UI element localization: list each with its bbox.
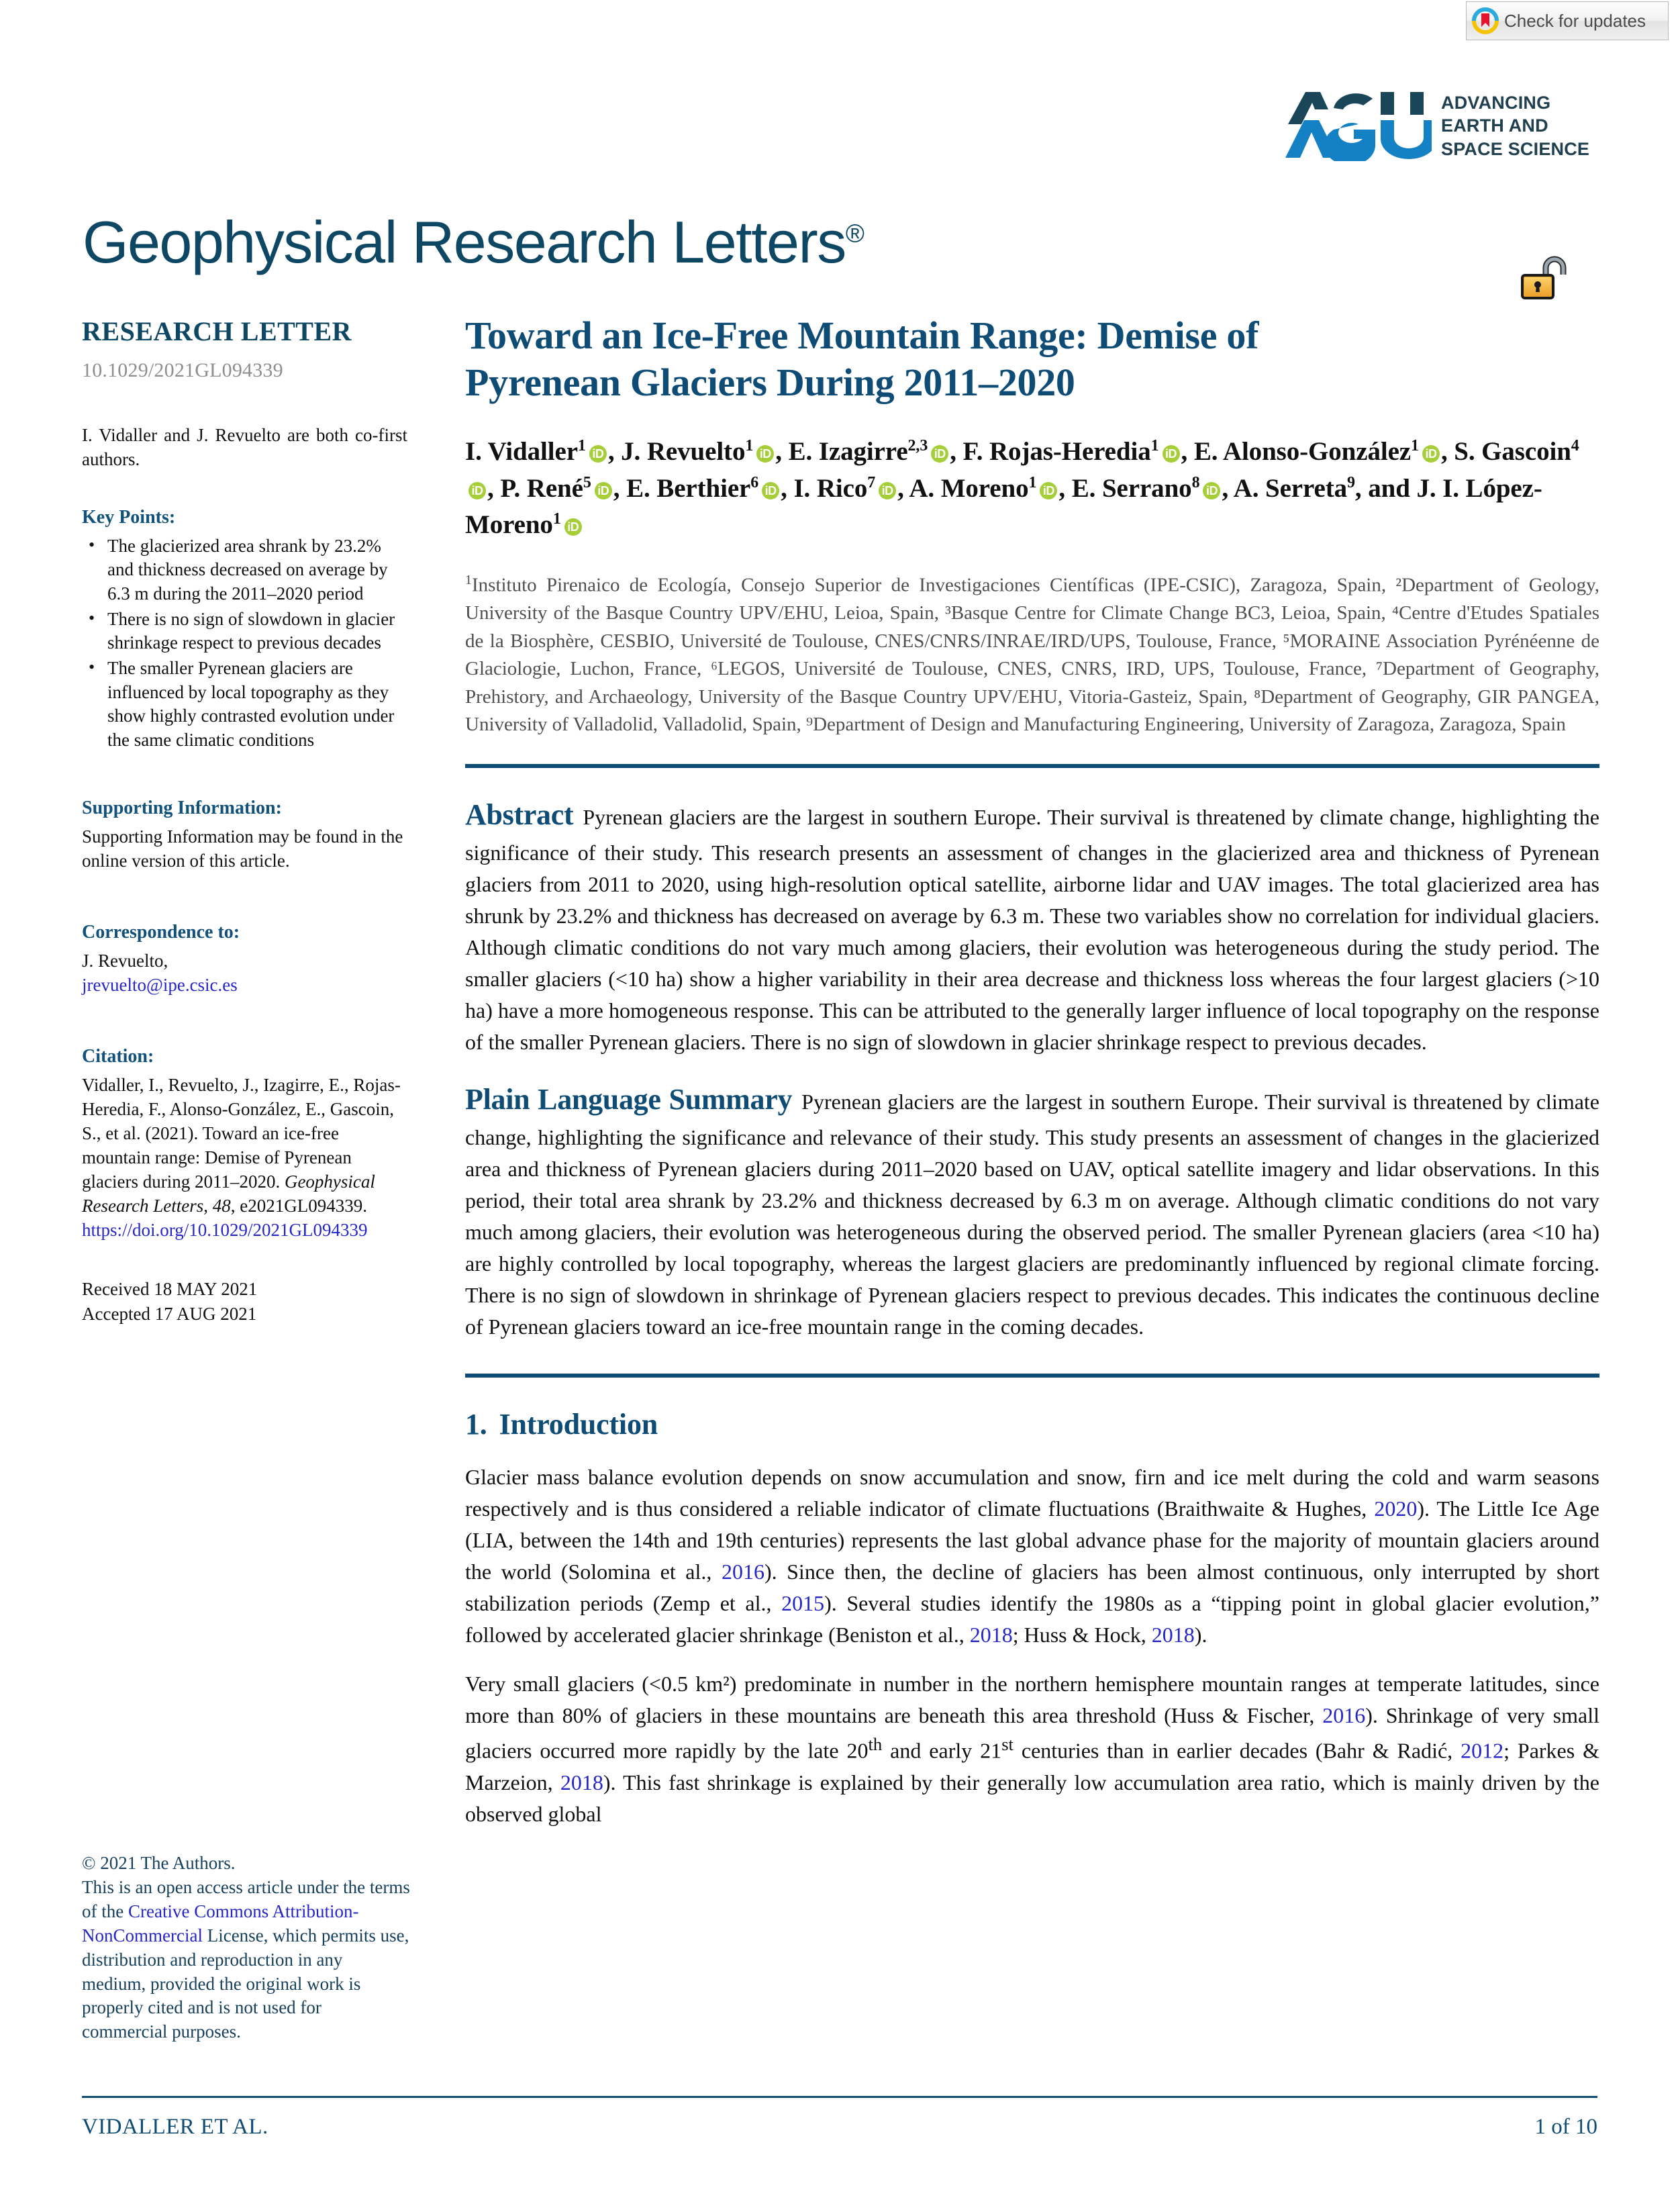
agu-tagline-line-1: ADVANCING: [1441, 92, 1551, 113]
orcid-icon[interactable]: iD: [1422, 445, 1440, 463]
plain-language-summary-text: Pyrenean glaciers are the largest in southern Europe. Their survival is threatened by climate change, highlighting the significance and relevance of their study. This study presents an assessment of changes in the glacierized area and thickness of Pyrenean glaciers during 2011–2020 based on UAV, optical satellite imagery and lidar observations. In this period, their total area shrank by 23.2% and thickness decreased by 6.3 m on average. Although climatic conditions do not vary much among glaciers, their evolution was heterogeneous during the observed period. The smaller Pyrenean glaciers (area <10 ha) are highly controlled by local topography, whereas the largest glaciers are predominantly influenced by regional climate forcing. There is no sign of slowdown in shrinkage of Pyrenean glaciers respect to previous decades. This indicates the continuous decline of Pyrenean glaciers toward an ice-free mountain range in the coming decades.: [465, 1090, 1600, 1339]
orcid-icon[interactable]: iD: [1040, 482, 1057, 499]
author-affiliation-marker: 1: [552, 510, 561, 528]
divider-above-abstract: [465, 764, 1599, 768]
author-affiliation-marker: 6: [750, 473, 759, 491]
abstract-heading: Abstract: [465, 798, 574, 832]
author-separator: ,: [1181, 437, 1194, 467]
intro-p1-seg-f: ).: [1194, 1623, 1207, 1647]
author-name: I. Vidaller: [465, 437, 578, 467]
footer-divider: [82, 2096, 1597, 2098]
author-affiliation-marker: 1: [745, 437, 754, 455]
orcid-icon[interactable]: iD: [1203, 482, 1220, 499]
supporting-information-heading: Supporting Information:: [82, 798, 282, 819]
citation-heading: Citation:: [82, 1046, 154, 1067]
orcid-icon[interactable]: iD: [589, 445, 607, 463]
intro-p2-ordinal-2: st: [1001, 1734, 1014, 1755]
author-name: I. Rico: [793, 473, 868, 503]
author-affiliation-marker: 9: [1347, 473, 1355, 491]
intro-p2-seg-f: ). This fast shrinkage is explained by their generally low accumulation area ratio, which is mainly driven by the observed global: [465, 1770, 1600, 1827]
orcid-icon[interactable]: iD: [468, 482, 486, 499]
agu-tagline-line-2: EARTH AND: [1441, 115, 1548, 136]
abstract-text: Pyrenean glaciers are the largest in southern Europe. Their survival is threatened by climate change, highlighting the significance of their study. This research presents an assessment of changes in the glacierized area and thickness of Pyrenean glaciers from 2011 to 2020, using high-resolution optical satellite, airborne lidar and UAV images. The total glacierized area has shrunk by 23.2% and thickness has decreased on average by 6.3 m. These two variables show no correlation for individual glaciers. Although climatic conditions do not vary much among glaciers, their evolution was heterogeneous during the study period. The smaller glaciers (<10 ha) show a higher variability in their area decrease and thickness loss whereas the four largest glaciers (>10 ha) have a more homogeneous response. This can be attributed to the generally larger influence of local topography on the response of the smaller Pyrenean glaciers. There is no sign of slowdown in glacier shrinkage respect to previous decades.: [465, 805, 1599, 1055]
check-for-updates-badge[interactable]: [1466, 1, 1669, 40]
open-lock-icon: [1516, 251, 1568, 303]
cofirst-authors-note: I. Vidaller and J. Revuelto are both co-first authors.: [82, 425, 407, 469]
citation-doi-link[interactable]: https://doi.org/10.1029/2021GL094339: [82, 1219, 368, 1240]
left-rail: [82, 316, 407, 1326]
citation-article-number: , e2021GL094339.: [230, 1195, 367, 1216]
agu-tagline: [1441, 91, 1589, 161]
author-affiliation-marker: 1: [1150, 437, 1159, 455]
intro-p2-seg-e: ; Parkes & Marzeion,: [465, 1739, 1600, 1795]
intro-p1-seg-e: ; Huss & Hock,: [1012, 1623, 1152, 1647]
author-name: E. Alonso-González: [1193, 437, 1412, 467]
agu-wordmark-icon: [1285, 91, 1432, 161]
abstract-section: [465, 794, 1599, 1058]
affiliations-text: [465, 571, 1599, 738]
orcid-icon[interactable]: iD: [595, 482, 612, 499]
author-affiliation-marker: 1: [1411, 437, 1419, 455]
author-name: S. Gascoin: [1454, 437, 1571, 467]
author-separator: ,: [1058, 473, 1072, 503]
author-separator: ,: [487, 473, 501, 503]
citation-volume: 48: [212, 1195, 231, 1216]
publication-dates: [82, 1277, 407, 1326]
intro-p1-seg-b: ). The Little Ice Age (LIA, between the 14th and 19th centuries) represents the last global advance phase for the majority of mountain glaciers around the world (Solomina et al.,: [465, 1496, 1600, 1584]
orcid-icon[interactable]: iD: [879, 482, 896, 499]
plain-language-summary-heading: Plain Language Summary: [465, 1083, 793, 1116]
author-name: E. Serrano: [1071, 473, 1192, 503]
intro-p2-seg-b: ). Shrinkage of very small glaciers occurred more rapidly by the late 20: [465, 1703, 1600, 1764]
author-name: A. Serreta: [1233, 473, 1348, 503]
author-name: F. Rojas-Heredia: [962, 437, 1151, 467]
citation-link[interactable]: 2016: [721, 1560, 764, 1584]
author-separator: ,: [950, 437, 963, 467]
author-separator: ,: [1440, 437, 1454, 467]
accepted-date: Accepted 17 AUG 2021: [82, 1303, 257, 1324]
author-separator: ,: [607, 437, 622, 467]
introduction-paragraph-2: [465, 1668, 1599, 1830]
agu-logo: [1285, 87, 1594, 164]
supporting-information-text: Supporting Information may be found in the online version of this article.: [82, 826, 403, 871]
author-affiliation-marker: 5: [583, 473, 591, 491]
author-affiliation-marker: 4: [1571, 437, 1579, 455]
author-separator: ,: [781, 473, 794, 503]
author-name: A. Moreno: [909, 473, 1029, 503]
check-for-updates-label: Check for updates: [1504, 10, 1646, 31]
correspondence-name: J. Revuelto,: [82, 951, 168, 971]
author-affiliation-marker: 8: [1191, 473, 1200, 491]
introduction-title: Introduction: [499, 1408, 658, 1441]
author-affiliation-marker: 7: [867, 473, 876, 491]
author-separator: , and: [1354, 473, 1417, 503]
citation-comma: ,: [203, 1195, 213, 1216]
journal-masthead: [83, 208, 864, 277]
article-title-line-2: Pyrenean Glaciers During 2011–2020: [465, 360, 1075, 404]
list-item: • The glacierized area shrank by 23.2% and thickness decreased on average by 6.3 m during the 2011–2020 period: [107, 534, 407, 606]
copyright-line: © 2021 The Authors.: [82, 1853, 236, 1873]
license-post: License, which permits use, distribution and reproduction in any medium, provided the original work is properly cited and is not used for commercial purposes.: [82, 1925, 409, 2042]
list-item: • There is no sign of slowdown in glacier shrinkage respect to previous decades: [107, 608, 407, 655]
orcid-icon[interactable]: iD: [1163, 445, 1180, 463]
author-separator: ,: [775, 437, 789, 467]
citation-link[interactable]: 2015: [781, 1591, 825, 1616]
citation-journal: Geophysical Research Letters: [82, 1171, 375, 1216]
key-points-heading: Key Points:: [82, 506, 176, 528]
author-name: J. Revuelto: [621, 437, 746, 467]
author-separator: ,: [613, 473, 627, 503]
divider-above-introduction: [465, 1374, 1599, 1378]
citation-text: [82, 1073, 407, 1242]
crossmark-icon: [1472, 7, 1499, 34]
citation-link[interactable]: 2018: [1151, 1623, 1195, 1647]
author-name: J. I. López-Moreno: [465, 473, 1542, 540]
intro-p2-ordinal-1: th: [868, 1734, 883, 1755]
intro-p1-seg-c: ). Since then, the decline of glaciers has been almost continuous, only interrupted by short stabilization periods (Zemp et al.,: [465, 1560, 1600, 1616]
introduction-number: 1.: [465, 1408, 487, 1441]
introduction-paragraph-1: [465, 1462, 1599, 1651]
license-text: [82, 1876, 411, 2044]
registered-mark: ®: [845, 220, 864, 248]
orcid-icon[interactable]: iD: [564, 518, 582, 536]
correspondence-email-link[interactable]: jrevuelto@ipe.csic.es: [82, 975, 238, 996]
received-date: Received 18 MAY 2021: [82, 1279, 258, 1300]
intro-p2-seg-d: centuries than in earlier decades (Bahr & Radić,: [1013, 1739, 1461, 1764]
list-item: • The smaller Pyrenean glaciers are influenced by local topography as they show highly contrasted evolution under the same climatic conditions: [107, 657, 407, 753]
plain-language-summary-section: [465, 1078, 1599, 1343]
doi-text: 10.1029/2021GL094339: [82, 359, 283, 381]
author-affiliation-marker: 1: [1028, 473, 1037, 491]
orcid-icon[interactable]: iD: [756, 445, 774, 463]
correspondence-heading: Correspondence to:: [82, 922, 240, 943]
key-points-list: [82, 534, 407, 753]
license-pre: This is an open access article under the terms of the: [82, 1876, 410, 1921]
citation-link[interactable]: 2012: [1461, 1739, 1504, 1764]
agu-tagline-line-3: SPACE SCIENCE: [1441, 138, 1590, 159]
introduction-heading: [465, 1407, 1599, 1441]
author-affiliation-marker: 2,3: [907, 437, 928, 455]
copyright-block: [82, 1852, 411, 2044]
article-title-line-1: Toward an Ice-Free Mountain Range: Demise of: [465, 314, 1259, 357]
author-separator: ,: [897, 473, 909, 503]
license-link[interactable]: Creative Commons Attribution-NonCommercial: [82, 1901, 359, 1946]
main-column: [465, 312, 1599, 1848]
affiliations-body: Instituto Pirenaico de Ecología, Consejo Superior de Investigaciones Científicas (IPE-CSIC), Zaragoza, Spain, ²Department of Geology, University of the Basque Country UPV/EHU, Leioa, Spain, ³Basque Centre for Climate Change BC3, Leioa, Spain, ⁴Centre d'Etudes Spatiales de la Biosphère, CESBIO, Université de Toulouse, CNES/CNRS/INRAE/IRD/UPS, Toulouse, France, ⁵MORAINE Association Pyrénéenne de Glaciologie, Luchon, France, ⁶LEGOS, Université de Toulouse, CNES, CNRS, IRD, UPS, Toulouse, France, ⁷Department of Geography, Prehistory, and Archaeology, University of the Basque Country UPV/EHU, Vitoria-Gasteiz, Spain, ⁸Department of Geography, GIR PANGEA, University of Valladolid, Valladolid, Spain, ⁹Department of Design and Manufacturing Engineering, University of Zaragoza, Zaragoza, Spain: [465, 574, 1599, 735]
citation-authors: Vidaller, I., Revuelto, J., Izagirre, E., Rojas-Heredia, F., Alonso-González, E., Gascoin, S., et al. (2021). Toward an ice-free mountain range: Demise of Pyrenean glaciers during 2011–2020.: [82, 1075, 401, 1192]
citation-link[interactable]: 2018: [969, 1623, 1013, 1647]
author-affiliation-marker: 1: [577, 437, 586, 455]
author-list: [465, 434, 1599, 544]
author-separator: ,: [1222, 473, 1234, 503]
citation-link[interactable]: 2016: [1322, 1703, 1366, 1728]
intro-p2-seg-a: Very small glaciers (<0.5 km²) predominate in number in the northern hemisphere mountain ranges at temperate latitudes, since more than 80% of glaciers in these mountains are beneath this area threshold (Huss & Fischer,: [465, 1672, 1599, 1728]
article-type-kicker: RESEARCH LETTER: [82, 316, 352, 346]
intro-p2-seg-c: and early 21: [882, 1739, 1002, 1764]
citation-link[interactable]: 2018: [560, 1770, 603, 1795]
footer-page-number: 1 of 10: [1534, 2115, 1597, 2139]
journal-name: Geophysical Research Letters: [83, 209, 846, 275]
intro-p1-seg-a: Glacier mass balance evolution depends on snow accumulation and snow, firn and ice melt during the cold and warm seasons respectively and is thus considered a reliable indicator of climate fluctuations (Braithwaite & Hughes,: [465, 1465, 1599, 1521]
intro-p1-seg-d: ). Several studies identify the 1980s as a “tipping point in global glacier evolution,” followed by accelerated glacier shrinkage (Beniston et al.,: [465, 1591, 1600, 1647]
footer-authors: VIDALLER ET AL.: [82, 2115, 268, 2139]
affiliation-superscript: 1: [465, 572, 472, 587]
orcid-icon[interactable]: iD: [931, 445, 948, 463]
author-name: E. Berthier: [626, 473, 751, 503]
page-title: [465, 312, 1599, 405]
citation-link[interactable]: 2020: [1374, 1496, 1418, 1521]
author-name: P. René: [500, 473, 583, 503]
orcid-icon[interactable]: iD: [762, 482, 779, 499]
author-name: E. Izagirre: [788, 437, 908, 467]
